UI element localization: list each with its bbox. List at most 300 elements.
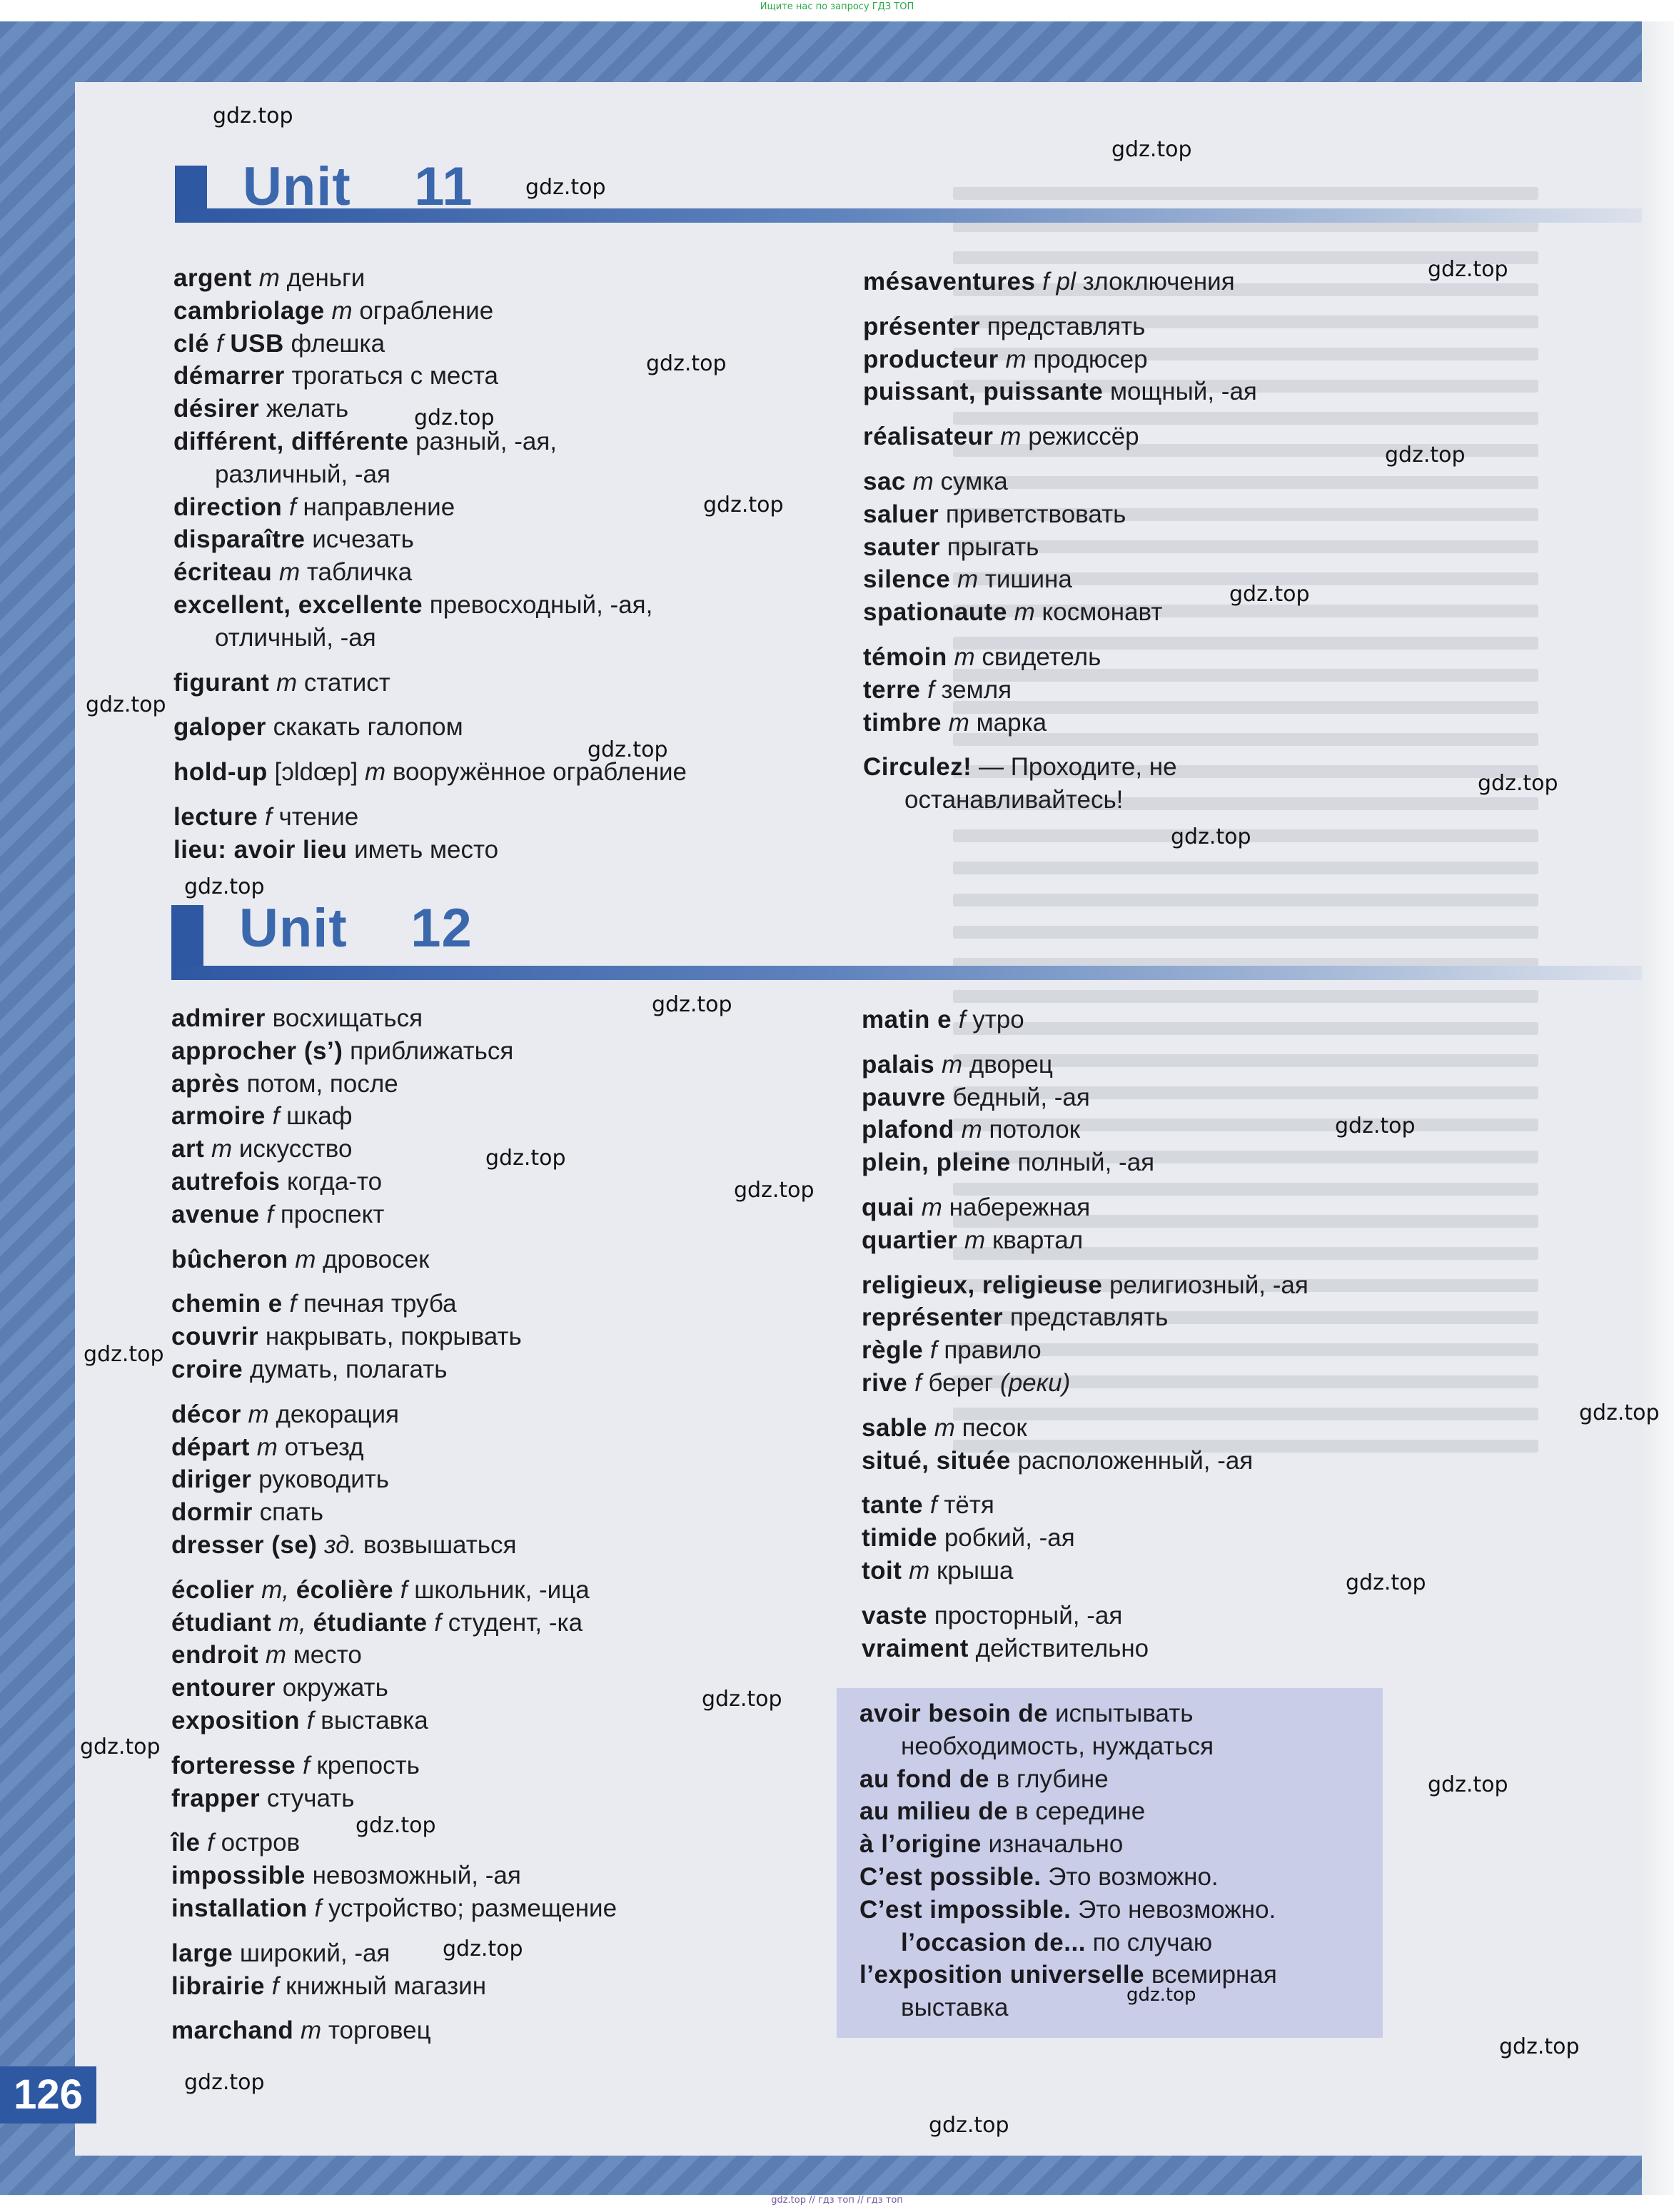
watermark: gdz.top	[1229, 582, 1310, 607]
watermark: gdz.top	[702, 1687, 782, 1712]
vocab-entry	[862, 1049, 1309, 1081]
headword: large	[171, 1939, 233, 1967]
vocab-entry	[863, 563, 1257, 596]
vocab-entry	[173, 523, 687, 556]
vocab-entry	[171, 1892, 617, 1925]
translation: окружать	[282, 1674, 388, 1702]
watermark: gdz.top	[734, 1178, 815, 1203]
unit12-heading-rule	[171, 966, 1642, 980]
vocab-entry	[173, 589, 687, 655]
headword: décor	[171, 1400, 241, 1428]
headword: silence	[863, 565, 951, 594]
vocab-entry	[862, 1191, 1309, 1224]
vocab-entry	[863, 531, 1257, 564]
translation-continued: выставка	[901, 1994, 1009, 2022]
translation: проспект	[280, 1200, 385, 1228]
vocab-entry	[862, 1632, 1309, 1665]
vocab-entry	[171, 1970, 617, 2003]
vocab-entry	[863, 707, 1257, 739]
watermark: gdz.top	[213, 103, 293, 128]
translation: изначально	[988, 1830, 1124, 1859]
headword: excellent, excellente	[173, 590, 423, 619]
translation: трогаться с места	[291, 362, 498, 390]
translation: в середине	[1015, 1797, 1146, 1826]
vocab-entry	[171, 1288, 617, 1320]
grammar-tag: m	[276, 668, 298, 697]
headword: exposition	[171, 1706, 301, 1734]
vocab-entry	[862, 1269, 1309, 1302]
translation: марка	[976, 708, 1047, 737]
vocab-entry	[862, 1555, 1309, 1587]
vocab-entry	[862, 1146, 1309, 1179]
vocab-entry	[859, 1795, 1277, 1828]
headword: religieux, religieuse	[862, 1271, 1103, 1299]
grammar-tag: f	[271, 1971, 279, 2000]
translation: печная труба	[303, 1290, 457, 1318]
headword: timbre	[863, 708, 942, 737]
grammar-tag: f	[400, 1575, 408, 1604]
watermark: gdz.top	[443, 1936, 523, 1961]
vocab-entry	[173, 295, 687, 328]
grammar-tag: f	[314, 1894, 322, 1922]
headword: clé	[173, 329, 210, 358]
unit12-title: Unit 12	[239, 898, 473, 959]
translation: песок	[962, 1413, 1027, 1442]
grammar-tag: f pl	[1042, 268, 1076, 296]
translation: шкаф	[286, 1102, 353, 1131]
vocab-entry	[862, 1301, 1309, 1334]
watermark: gdz.top	[929, 2113, 1009, 2138]
vocab-entry	[859, 1697, 1277, 1763]
headword: île	[171, 1829, 201, 1857]
translation: испытывать	[1054, 1700, 1194, 1727]
translation: правило	[944, 1336, 1042, 1365]
translation: утро	[972, 1006, 1024, 1034]
watermark: gdz.top	[1126, 1984, 1196, 2006]
headword: art	[171, 1135, 205, 1163]
grammar-tag: m	[909, 1556, 930, 1585]
headword: dresser (se)	[171, 1530, 318, 1559]
translation: школьник, -ица	[414, 1575, 590, 1604]
grammar-tag: f	[272, 1102, 280, 1131]
vocab-entry	[171, 1398, 617, 1431]
grammar-tag: m	[265, 1641, 286, 1670]
page-number: 126	[0, 2066, 96, 2123]
translation: берег	[928, 1368, 994, 1397]
translation: религиозный, -ая	[1109, 1271, 1309, 1299]
vocab-entry	[859, 1926, 1277, 1959]
headword: vraiment	[862, 1634, 969, 1662]
watermark: gdz.top	[1335, 1113, 1416, 1138]
grammar-tag: f	[914, 1368, 922, 1397]
headword: puissant, puissante	[863, 378, 1104, 406]
grammar-tag: m	[941, 1050, 963, 1079]
grammar-tag: f	[289, 493, 296, 521]
watermark: gdz.top	[525, 175, 606, 200]
headword: sable	[862, 1413, 927, 1442]
translation: Это возможно.	[1048, 1862, 1219, 1891]
watermark: gdz.top	[1346, 1570, 1426, 1595]
watermark: gdz.top	[356, 1813, 436, 1838]
headword: entourer	[171, 1674, 276, 1702]
headword: palais	[862, 1050, 935, 1079]
vocab-entry	[863, 751, 1257, 817]
translation: мощный, -ая	[1109, 378, 1257, 406]
headword: matin e	[862, 1006, 952, 1034]
translation: скакать галопом	[273, 713, 463, 742]
headword: galoper	[173, 713, 266, 742]
translation: действительно	[975, 1634, 1149, 1662]
translation: стучать	[266, 1784, 355, 1812]
watermark: gdz.top	[485, 1146, 566, 1171]
translation: руководить	[258, 1465, 390, 1494]
grammar-tag: m	[256, 1433, 278, 1461]
translation: торговец	[328, 2016, 431, 2045]
page-edge	[1642, 21, 1674, 2195]
translation: — Проходите, не	[979, 753, 1177, 782]
watermark: gdz.top	[84, 1342, 164, 1367]
translation-note: (реки)	[1000, 1368, 1071, 1397]
grammar-tag: m	[258, 264, 280, 292]
translation: выставка	[321, 1706, 428, 1734]
vocab-entry	[173, 491, 687, 524]
headword: bûcheron	[171, 1245, 288, 1273]
vocab-entry	[862, 1522, 1309, 1555]
vocab-entry	[171, 1100, 617, 1133]
vocab-entry	[171, 1672, 617, 1705]
headword-variant: étudiante	[313, 1608, 428, 1637]
headword: plafond	[862, 1116, 954, 1144]
translation: квартал	[992, 1226, 1084, 1254]
grammar-tag: f	[927, 675, 934, 704]
translation: спать	[259, 1498, 324, 1527]
vocab-entry	[171, 2014, 617, 2047]
translation: всемирная	[1151, 1961, 1277, 1989]
headword: présenter	[863, 312, 981, 340]
headword: écriteau	[173, 558, 273, 587]
translation: тишина	[984, 565, 1072, 594]
vocab-entry	[863, 641, 1257, 674]
watermark: gdz.top	[646, 351, 727, 376]
grammar-tag: m	[912, 467, 934, 495]
grammar-tag: m	[295, 1245, 316, 1273]
headword: C’est impossible.	[859, 1895, 1072, 1924]
vocab-entry	[863, 498, 1257, 531]
grammar-tag: f	[303, 1751, 310, 1779]
translation: режиссёр	[1028, 423, 1139, 451]
grammar-tag: m	[954, 642, 975, 671]
headword: tante	[862, 1491, 924, 1520]
vocab-entry	[171, 1749, 617, 1782]
grammar-tag: m	[948, 708, 969, 737]
grammar-tag: f	[207, 1829, 214, 1857]
translation: крыша	[937, 1556, 1014, 1585]
headword: endroit	[171, 1641, 259, 1670]
vocab-entry	[171, 1496, 617, 1529]
headword: croire	[171, 1355, 243, 1383]
translation: ограбление	[359, 296, 494, 325]
headword: forteresse	[171, 1751, 296, 1779]
vocab-entry	[862, 1445, 1309, 1478]
watermark: gdz.top	[80, 1734, 161, 1759]
translation: свидетель	[982, 642, 1101, 671]
vocab-entry	[173, 425, 687, 491]
headword: départ	[171, 1433, 250, 1461]
vocab-entry	[863, 266, 1257, 298]
headword: sac	[863, 467, 906, 495]
headword: impossible	[171, 1862, 306, 1890]
vocab-entry	[862, 1367, 1309, 1400]
grammar-tag: f	[306, 1706, 314, 1734]
translation: возвышаться	[363, 1530, 517, 1559]
translation: космонавт	[1042, 598, 1163, 627]
watermark: gdz.top	[1385, 443, 1466, 468]
translation: по случаю	[1092, 1928, 1213, 1956]
watermark: gdz.top	[1171, 824, 1251, 849]
vocab-entry	[173, 262, 687, 295]
translation: исчезать	[312, 525, 414, 554]
headword: lecture	[173, 802, 258, 831]
headword: l’occasion de...	[901, 1928, 1086, 1956]
translation: представлять	[987, 312, 1146, 340]
headword: lieu: avoir lieu	[173, 835, 348, 864]
watermark: gdz.top	[703, 493, 784, 517]
translation: широкий, -ая	[239, 1939, 390, 1967]
watermark: gdz.top	[1499, 2034, 1580, 2059]
vocab-entry	[859, 1861, 1277, 1894]
headword: Circulez!	[863, 753, 972, 782]
grammar-tag: m	[301, 2016, 322, 2045]
vocab-entry	[862, 1081, 1309, 1114]
vocab-entry	[171, 1529, 617, 1562]
grammar-tag: f	[434, 1608, 442, 1637]
translation: потом, после	[246, 1069, 398, 1098]
headword: l’exposition universelle	[859, 1961, 1145, 1989]
unit12-right-column	[862, 1004, 1309, 1665]
headword: quartier	[862, 1226, 958, 1254]
headword: frapper	[171, 1784, 261, 1812]
grammar-tag: f	[929, 1491, 937, 1520]
vocab-entry	[862, 1224, 1309, 1257]
headword: producteur	[863, 345, 999, 373]
watermark: gdz.top	[1428, 1772, 1508, 1797]
vocab-entry	[863, 674, 1257, 707]
translation: потолок	[989, 1116, 1081, 1144]
translation: прыгать	[947, 532, 1039, 561]
translation: приближаться	[350, 1036, 514, 1065]
headword: C’est possible.	[859, 1862, 1042, 1891]
headword: chemin e	[171, 1290, 283, 1318]
translation: Это невозможно.	[1078, 1895, 1276, 1924]
headword: admirer	[171, 1004, 266, 1032]
headword: cambriolage	[173, 296, 325, 325]
vocab-entry	[171, 1035, 617, 1068]
vocab-entry	[171, 1002, 617, 1035]
translation: отъезд	[284, 1433, 364, 1461]
translation: невозможный, -ая	[312, 1862, 521, 1890]
grammar-tag: f	[929, 1336, 937, 1365]
headword: démarrer	[173, 362, 285, 390]
unit12-phrases	[859, 1697, 1277, 2024]
grammar-tag: m	[211, 1135, 233, 1163]
headword: argent	[173, 264, 252, 292]
vocab-entry	[862, 1489, 1309, 1522]
watermark: gdz.top	[184, 874, 265, 899]
headword: vaste	[862, 1601, 928, 1630]
grammar-tag: f	[958, 1006, 966, 1034]
headword: pauvre	[862, 1083, 946, 1111]
headword: au fond de	[859, 1764, 989, 1793]
vocab-entry	[171, 1068, 617, 1101]
watermark: gdz.top	[86, 692, 166, 717]
headword: saluer	[863, 500, 939, 528]
headword: avenue	[171, 1200, 260, 1228]
headword: mésaventures	[863, 268, 1036, 296]
vocab-entry	[171, 1198, 617, 1231]
vocab-entry	[171, 1782, 617, 1815]
translation: декорация	[276, 1400, 399, 1428]
vocab-entry	[171, 1937, 617, 1970]
grammar-tag: m	[957, 565, 979, 594]
translation: полный, -ая	[1017, 1148, 1155, 1177]
translation: продюсер	[1033, 345, 1148, 373]
headword-variant: écolière	[296, 1575, 394, 1604]
translation: робкий, -ая	[944, 1524, 1075, 1552]
translation: дровосек	[323, 1245, 430, 1273]
vocab-entry	[862, 1113, 1309, 1146]
translation-continued: отличный, -ая	[215, 623, 376, 652]
vocab-entry	[171, 1705, 617, 1737]
translation: чтение	[278, 802, 359, 831]
headword: étudiant	[171, 1608, 272, 1637]
headword: dormir	[171, 1498, 253, 1527]
translation: накрывать, покрывать	[265, 1323, 522, 1351]
translation: флешка	[291, 329, 385, 358]
headword: librairie	[171, 1971, 265, 2000]
vocab-entry	[171, 1243, 617, 1276]
translation: когда-то	[287, 1167, 383, 1196]
grammar-tag: m	[1014, 598, 1035, 627]
watermark: gdz.top	[1478, 771, 1558, 796]
transcription: [ɔldœp]	[274, 758, 358, 787]
top-note: Ищите нас по запросу ГДЗ ТОП	[760, 1, 914, 12]
vocab-entry	[171, 1431, 617, 1464]
unit11-right-column	[863, 266, 1257, 817]
vocab-entry	[171, 1353, 617, 1386]
vocab-entry	[171, 1320, 617, 1353]
headword: règle	[862, 1336, 924, 1365]
translation: место	[293, 1641, 362, 1670]
headword: plein, pleine	[862, 1148, 1011, 1177]
translation: табличка	[306, 558, 413, 587]
headword: timide	[862, 1524, 938, 1552]
grammar-tag: m,	[261, 1575, 289, 1604]
watermark: gdz.top	[184, 2070, 265, 2095]
translation: превосходный, -ая,	[429, 590, 653, 619]
translation: разный, -ая,	[415, 427, 558, 455]
vocab-entry	[862, 1004, 1309, 1036]
watermark: gdz.top	[1579, 1400, 1660, 1425]
vocab-entry	[863, 343, 1257, 376]
headword: rive	[862, 1368, 908, 1397]
watermark: gdz.top	[1428, 257, 1508, 282]
headword: à l’origine	[859, 1830, 982, 1859]
translation: набережная	[949, 1193, 1091, 1221]
headword: autrefois	[171, 1167, 281, 1196]
translation: остров	[221, 1829, 301, 1857]
vocab-entry	[863, 465, 1257, 498]
headword: écolier	[171, 1575, 255, 1604]
headword: représenter	[862, 1303, 1004, 1332]
headword: disparaître	[173, 525, 306, 554]
grammar-tag: f	[289, 1290, 297, 1318]
translation-continued: останавливайтесь!	[904, 786, 1124, 814]
translation: восхищаться	[272, 1004, 423, 1032]
translation: в глубине	[996, 1764, 1109, 1793]
vocab-entry	[863, 310, 1257, 343]
watermark: gdz.top	[588, 737, 668, 762]
grammar-tag: f	[265, 802, 272, 831]
translation: устройство; размещение	[328, 1894, 617, 1922]
watermark: gdz.top	[414, 405, 495, 430]
translation: направление	[303, 493, 455, 521]
unit11-left-column	[173, 262, 687, 867]
vocab-entry	[173, 556, 687, 589]
translation: представлять	[1009, 1303, 1169, 1332]
grammar-tag: f	[266, 1200, 274, 1228]
translation: крепость	[316, 1751, 420, 1779]
bottom-note: gdz.top // гдз топ // гдз топ	[771, 2195, 903, 2206]
translation: злоключения	[1082, 268, 1235, 296]
grammar-tag: m	[934, 1413, 955, 1442]
vocab-entry	[862, 1334, 1309, 1367]
vocab-entry	[173, 834, 687, 867]
grammar-tag: m,	[278, 1608, 306, 1637]
translation: статист	[303, 668, 390, 697]
grammar-tag: m	[248, 1400, 269, 1428]
headword: approcher (s’)	[171, 1036, 343, 1065]
translation: студент, -ка	[448, 1608, 583, 1637]
vocab-entry	[171, 1607, 617, 1640]
grammar-tag: m	[921, 1193, 942, 1221]
grammar-tag: m	[1005, 345, 1027, 373]
headword: terre	[863, 675, 921, 704]
headword: au milieu de	[859, 1797, 1009, 1826]
headword-variant: USB	[230, 329, 284, 358]
headword: désirer	[173, 395, 260, 423]
translation: деньги	[286, 264, 365, 292]
headword: réalisateur	[863, 423, 994, 451]
headword: marchand	[171, 2016, 294, 2045]
grammar-tag: зд.	[324, 1530, 357, 1559]
translation: думать, полагать	[250, 1355, 448, 1383]
translation: иметь место	[354, 835, 499, 864]
vocab-entry	[859, 1894, 1277, 1926]
headword: différent, différente	[173, 427, 409, 455]
vocab-entry	[171, 1859, 617, 1892]
grammar-tag: f	[216, 329, 223, 358]
unit11-title: Unit 11	[243, 156, 473, 217]
vocab-entry	[862, 1412, 1309, 1445]
translation: расположенный, -ая	[1017, 1446, 1254, 1475]
grammar-tag: m	[278, 558, 301, 587]
translation: книжный магазин	[286, 1971, 487, 2000]
vocab-entry	[863, 375, 1257, 408]
grammar-tag: m	[364, 758, 386, 787]
headword: installation	[171, 1894, 308, 1922]
grammar-tag: m	[964, 1226, 986, 1254]
headword: spationaute	[863, 598, 1007, 627]
